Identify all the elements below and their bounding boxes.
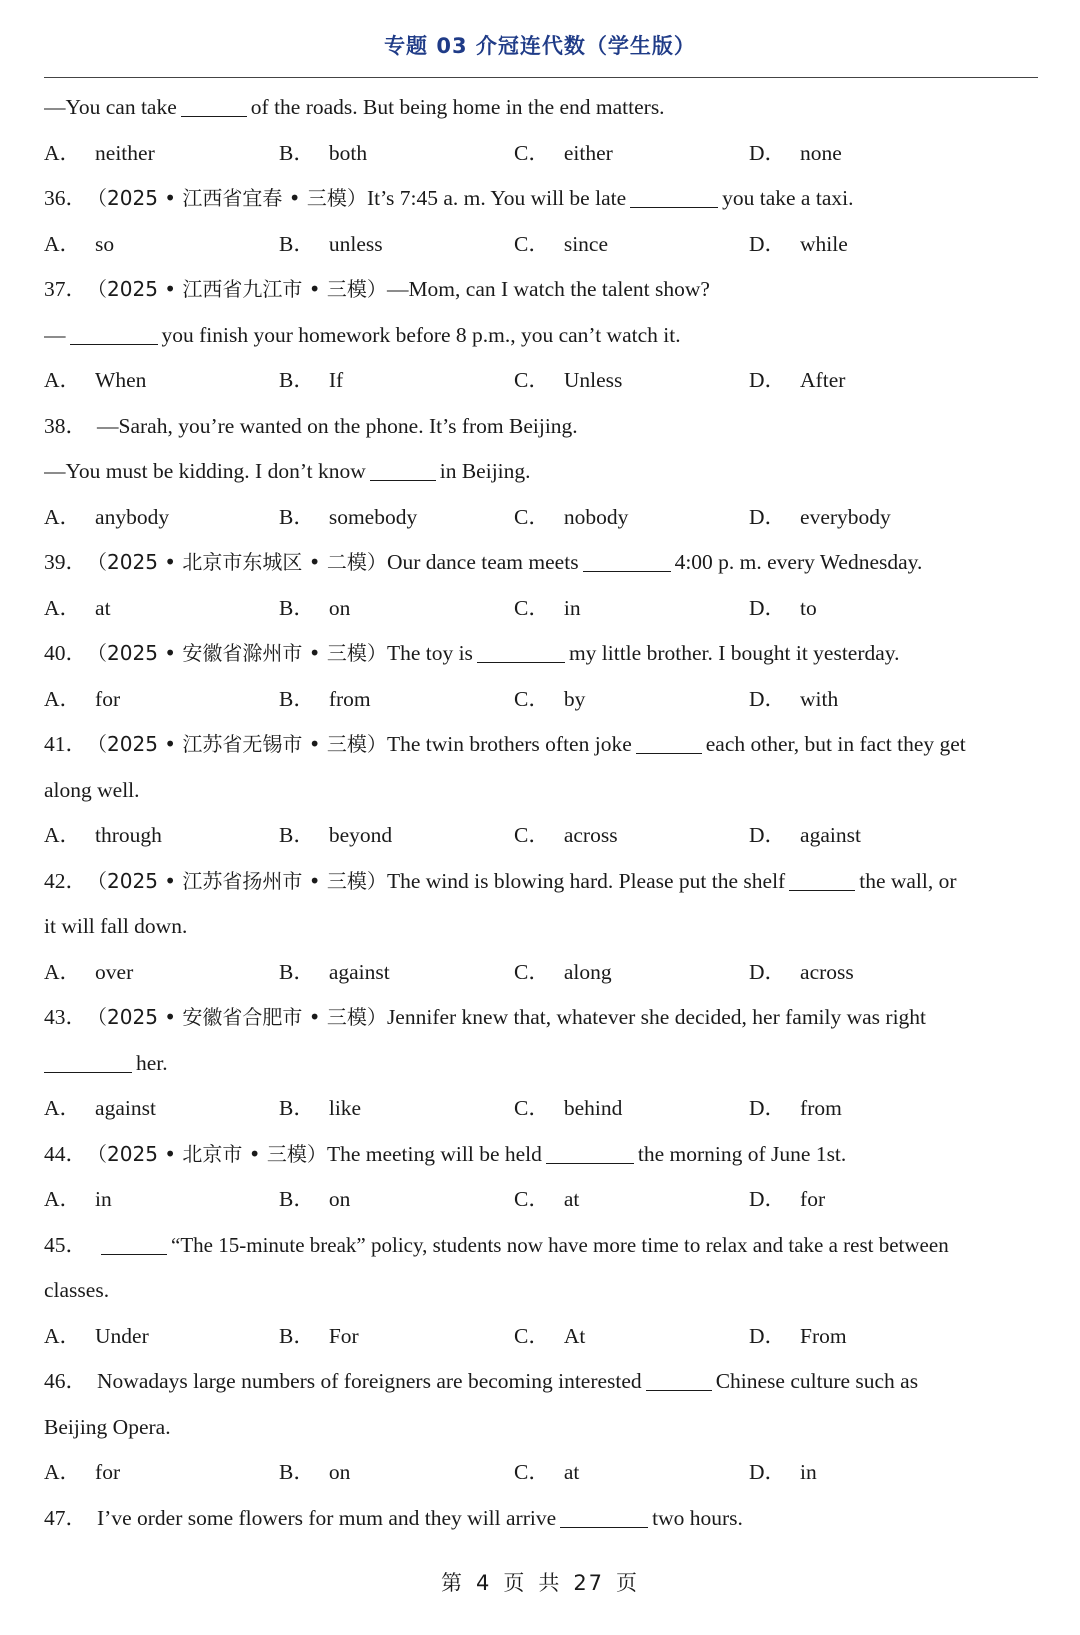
question-source: （2025 • 安徽省合肥市 • 三模） xyxy=(97,1005,387,1029)
option-a: A． When xyxy=(44,368,147,392)
option-c: C． across xyxy=(514,823,618,847)
question-40-options xyxy=(44,677,1038,723)
total-pages: 27 xyxy=(573,1571,605,1595)
question-44-options xyxy=(44,1177,1038,1223)
question-number: 38． xyxy=(44,413,88,438)
footer-mid1: 页 xyxy=(503,1571,527,1595)
question-46-stem: 46． Nowadays large numbers of foreigners are becoming interested Chinese culture such as xyxy=(44,1369,919,1393)
option-c: C． At xyxy=(514,1323,586,1348)
answer-blank xyxy=(546,1143,634,1164)
question-41-options xyxy=(44,813,1038,859)
option-b: B． For xyxy=(279,1323,359,1348)
question-36-stem: 36． （2025 • 江西省宜春 • 三模）It’s 7:45 a. m. You will be late you take a taxi. xyxy=(44,186,854,210)
question-41-stem: 41． （2025 • 江苏省无锡市 • 三模）The twin brothers often joke each other, but in fact they get xyxy=(44,732,966,756)
option-c: C． since xyxy=(514,231,609,256)
question-43-options xyxy=(44,1086,1038,1132)
stem-text: of the roads. But being home in the end matters. xyxy=(250,95,665,119)
answer-blank xyxy=(370,460,436,481)
answer-blank xyxy=(789,870,855,891)
option-b: B． on xyxy=(279,1187,351,1211)
answer-blank xyxy=(646,1370,712,1391)
option-d: D． everybody xyxy=(749,504,891,529)
answer-blank xyxy=(70,324,158,345)
option-d: D． in xyxy=(749,1460,817,1484)
question-source: （2025 • 江苏省扬州市 • 三模） xyxy=(97,868,387,893)
question-35-stem xyxy=(44,85,1038,131)
stem-text: —You can take xyxy=(44,95,177,119)
option-a: A． at xyxy=(44,595,111,620)
option-a: A． for xyxy=(44,1460,121,1484)
option-b: B． from xyxy=(279,686,371,711)
option-b: B． on xyxy=(279,1460,351,1484)
option-c: C． in xyxy=(514,595,581,620)
option-d: D． across xyxy=(749,959,854,984)
question-46-stem-line2: Beijing Opera. xyxy=(44,1414,171,1439)
footer-prefix: 第 xyxy=(440,1571,464,1595)
question-39-options xyxy=(44,586,1038,632)
option-c: C． along xyxy=(514,959,612,984)
option-b: B． like xyxy=(279,1096,362,1120)
option-c: C． Unless xyxy=(514,368,623,392)
header-divider xyxy=(44,77,1038,78)
option-c: C． at xyxy=(514,1460,580,1484)
question-number: 40． xyxy=(44,641,88,665)
option-b: B． both xyxy=(279,140,368,165)
question-source: （2025 • 北京市东城区 • 二模） xyxy=(97,550,387,574)
answer-blank xyxy=(560,1507,648,1528)
question-45-stem: 45． “The 15-minute break” policy, students now have more time to relax and take a rest between xyxy=(44,1232,949,1257)
option-b: B． against xyxy=(279,959,390,984)
question-number: 43． xyxy=(44,1005,88,1029)
question-40-stem: 40． （2025 • 安徽省滁州市 • 三模）The toy is my little brother. I bought it yesterday. xyxy=(44,641,900,665)
question-38-options xyxy=(44,495,1038,541)
question-source: （2025 • 江西省九江市 • 三模） xyxy=(97,277,387,301)
option-d: D． to xyxy=(749,595,817,620)
option-d: D． against xyxy=(749,823,861,847)
question-37-stem: 37． （2025 • 江西省九江市 • 三模）—Mom, can I watch the talent show? xyxy=(44,277,710,301)
option-b: B． on xyxy=(279,595,351,620)
option-a: A． over xyxy=(44,959,134,984)
question-47-stem: 47． I’ve order some flowers for mum and they will arrive two hours. xyxy=(44,1505,743,1530)
question-number: 44． xyxy=(44,1141,88,1166)
option-c: C． behind xyxy=(514,1096,623,1120)
option-b: B． If xyxy=(279,368,344,392)
question-45-stem-line2: classes. xyxy=(44,1278,110,1302)
answer-blank xyxy=(583,551,671,572)
answer-blank xyxy=(181,96,247,117)
option-b: B． unless xyxy=(279,231,383,256)
answer-blank xyxy=(101,1234,167,1255)
question-number: 47． xyxy=(44,1505,88,1530)
option-d: D． From xyxy=(749,1323,847,1348)
option-d: D． for xyxy=(749,1187,826,1211)
answer-blank xyxy=(477,642,565,663)
question-source: （2025 • 北京市 • 三模） xyxy=(97,1141,327,1166)
question-42-stem-line2: it will fall down. xyxy=(44,914,188,938)
option-c: C． nobody xyxy=(514,504,629,529)
footer-suffix: 页 xyxy=(616,1571,640,1595)
question-38-stem-line2: —You must be kidding. I don’t know in Beijing. xyxy=(44,459,531,483)
option-d: D． After xyxy=(749,368,846,392)
question-number: 45． xyxy=(44,1232,88,1257)
option-d: D． none xyxy=(749,140,842,165)
option-a: A． Under xyxy=(44,1323,149,1348)
option-a: A． in xyxy=(44,1187,112,1211)
page-footer xyxy=(0,1567,1080,1597)
question-source: （2025 • 江苏省无锡市 • 三模） xyxy=(97,732,387,756)
question-43-stem-line2: her. xyxy=(44,1041,1038,1087)
answer-blank xyxy=(636,733,702,754)
option-d: D． from xyxy=(749,1096,842,1120)
option-b: B． somebody xyxy=(279,504,418,529)
option-d: D． with xyxy=(749,686,839,711)
option-a: A． anybody xyxy=(44,504,170,529)
question-42-options xyxy=(44,950,1038,996)
question-number: 46． xyxy=(44,1369,88,1393)
page-number: 4 xyxy=(475,1571,492,1595)
question-source: （2025 • 江西省宜春 • 三模） xyxy=(97,186,367,210)
option-c: C． by xyxy=(514,686,586,711)
question-number: 37． xyxy=(44,277,88,301)
question-35-options xyxy=(44,131,1038,177)
question-number: 39． xyxy=(44,550,88,574)
question-39-stem: 39． （2025 • 北京市东城区 • 二模）Our dance team meets 4:00 p. m. every Wednesday. xyxy=(44,550,923,574)
question-number: 36． xyxy=(44,186,88,210)
option-a: A． against xyxy=(44,1096,156,1120)
question-44-stem: 44． （2025 • 北京市 • 三模）The meeting will be held the morning of June 1st. xyxy=(44,1141,847,1166)
answer-blank xyxy=(630,187,718,208)
option-d: D． while xyxy=(749,231,848,256)
question-42-stem: 42． （2025 • 江苏省扬州市 • 三模）The wind is blowing hard. Please put the shelf the wall, or xyxy=(44,868,957,893)
question-37-stem-line2: — you finish your homework before 8 p.m., you can’t watch it. xyxy=(44,322,681,347)
answer-blank xyxy=(44,1052,132,1073)
question-number: 41． xyxy=(44,732,88,756)
footer-mid2: 共 xyxy=(538,1571,562,1595)
option-c: C． at xyxy=(514,1187,580,1211)
question-41-stem-line2: along well. xyxy=(44,777,140,802)
option-a: A． for xyxy=(44,686,121,711)
option-a: A． neither xyxy=(44,140,155,165)
option-a: A． through xyxy=(44,823,162,847)
option-c: C． either xyxy=(514,140,613,165)
question-43-stem: 43． （2025 • 安徽省合肥市 • 三模）Jennifer knew that, whatever she decided, her family was right xyxy=(44,1005,927,1029)
page-header-title: 专题 03 介冠连代数（学生版） xyxy=(384,34,696,58)
option-b: B． beyond xyxy=(279,823,393,847)
question-38-stem: 38． —Sarah, you’re wanted on the phone. It’s from Beijing. xyxy=(44,413,578,438)
question-37-options xyxy=(44,358,1038,404)
question-number: 42． xyxy=(44,868,88,893)
question-36-options xyxy=(44,222,1038,268)
question-45-options xyxy=(44,1314,1038,1360)
option-a: A． so xyxy=(44,231,115,256)
document-body xyxy=(44,85,1038,1541)
question-source: （2025 • 安徽省滁州市 • 三模） xyxy=(97,641,387,665)
question-46-options xyxy=(44,1450,1038,1496)
